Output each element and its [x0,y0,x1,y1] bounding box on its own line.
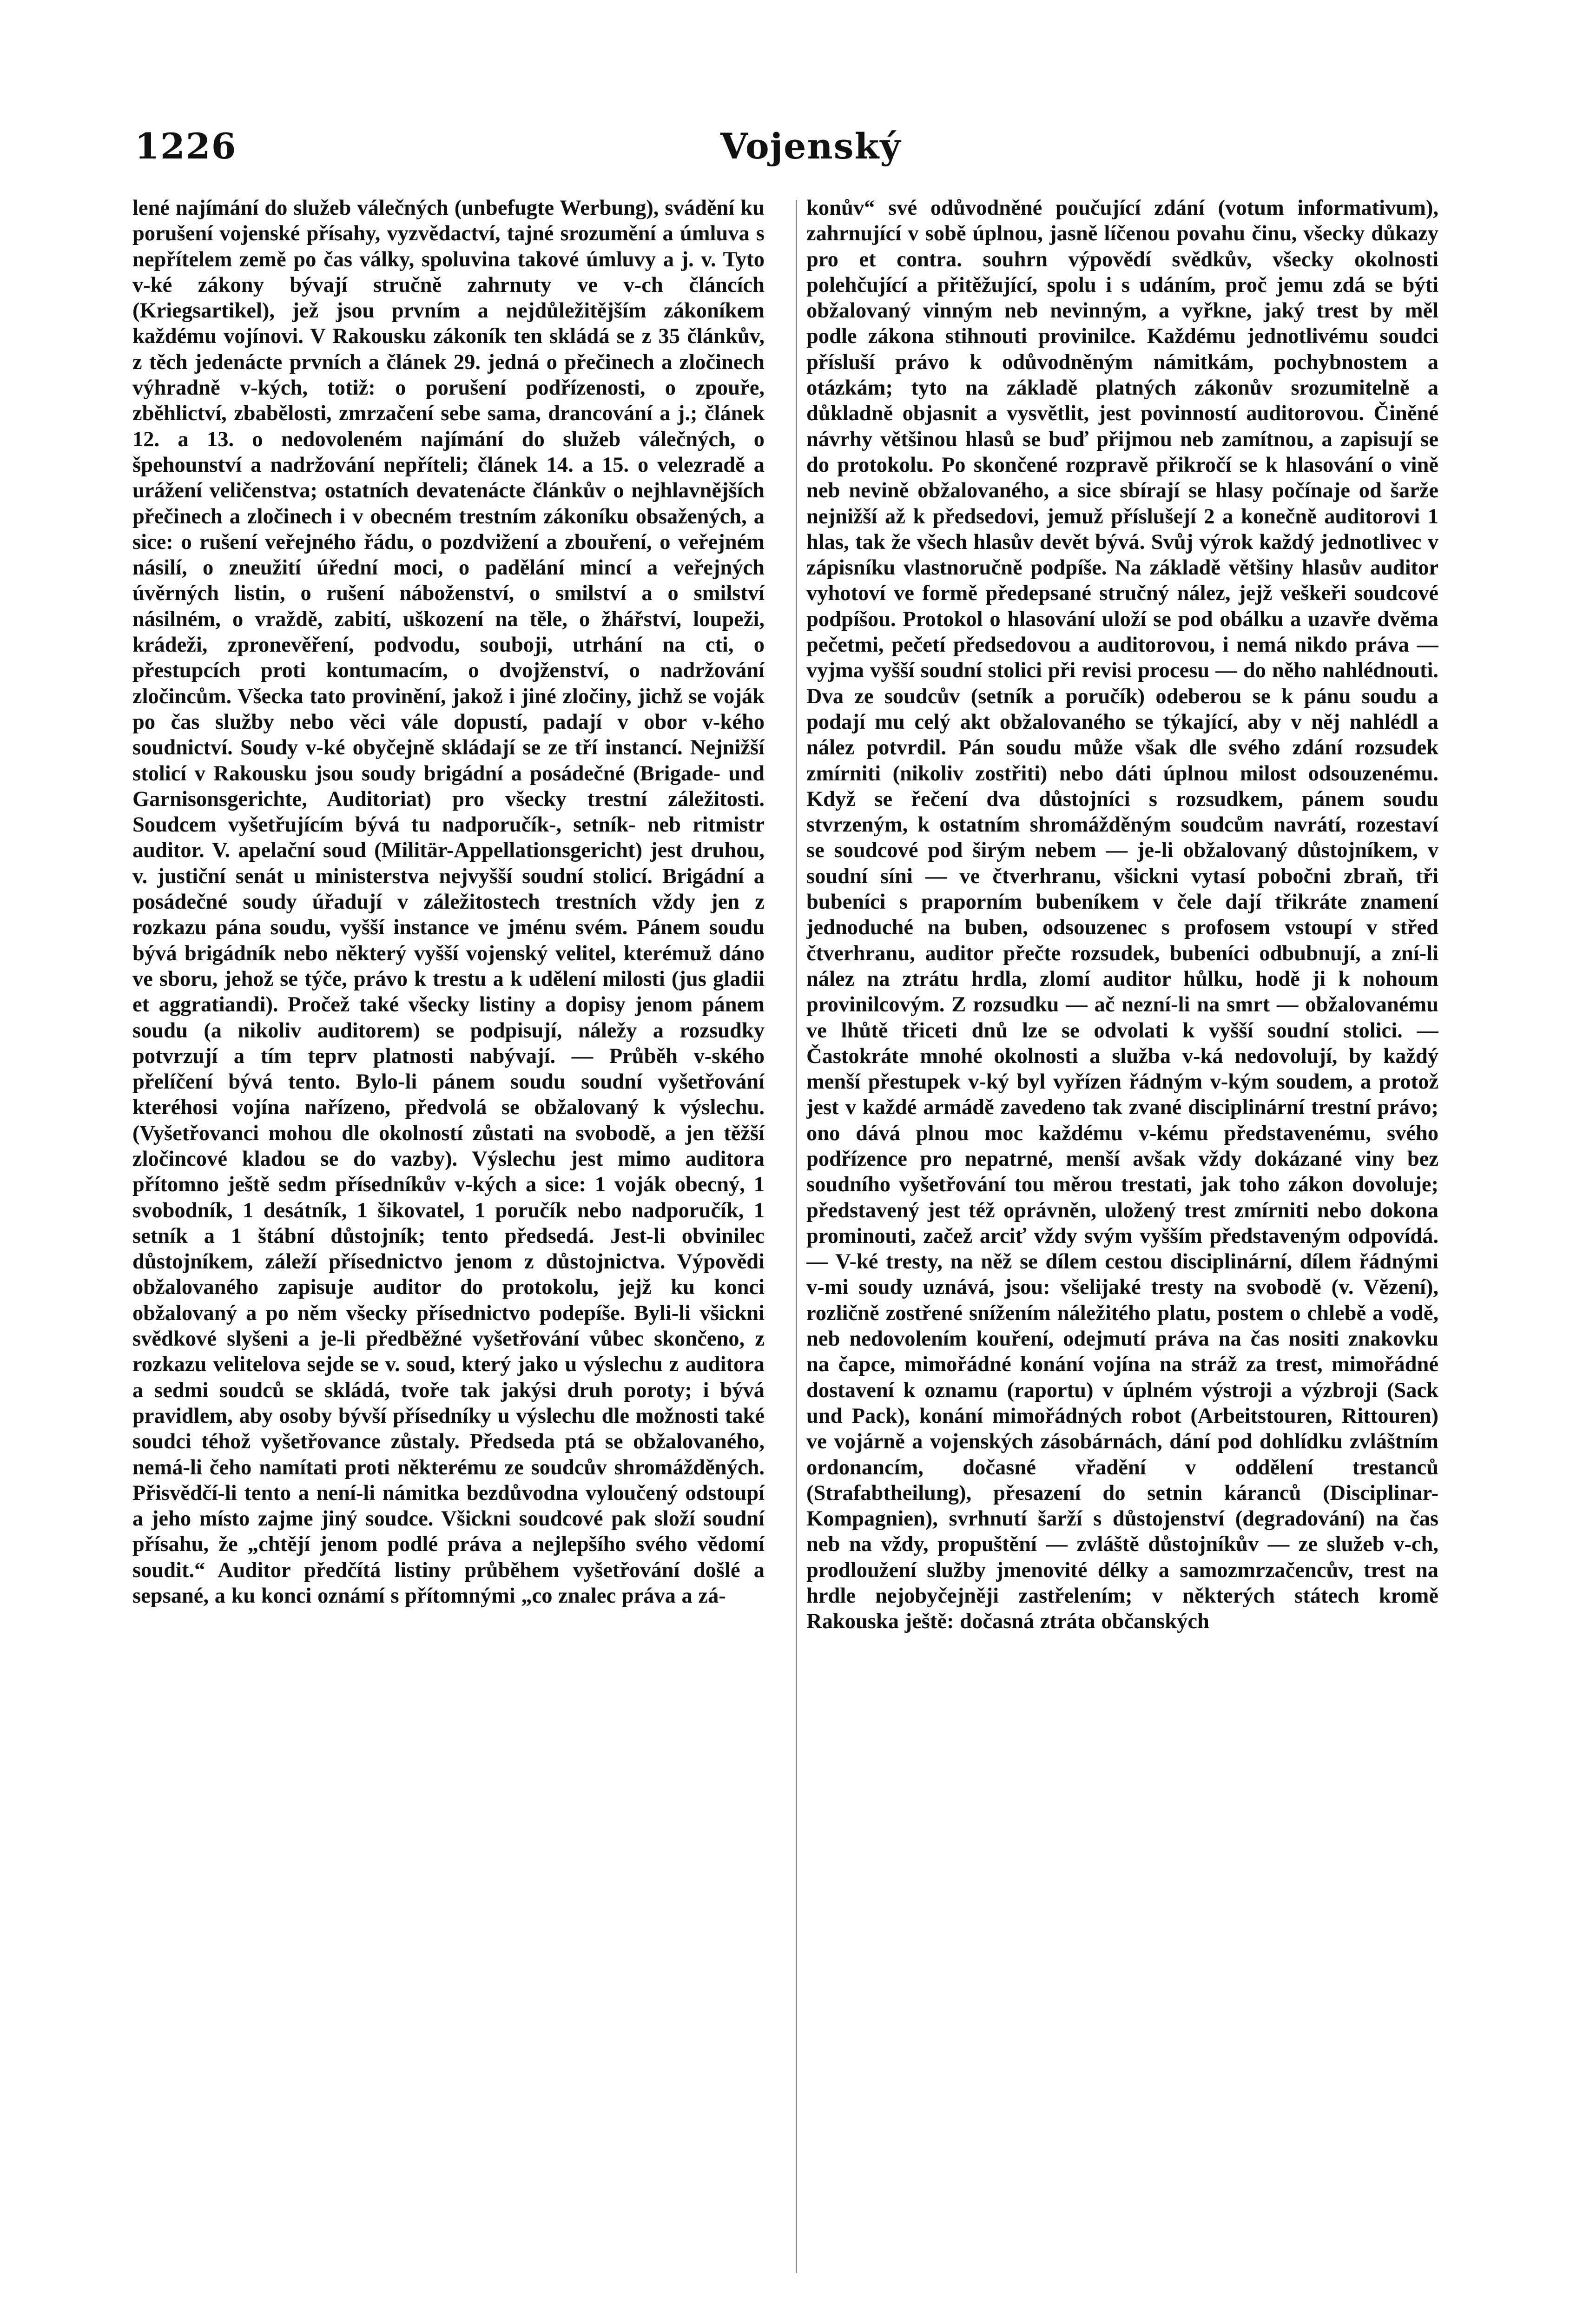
page-number: 1226 [135,125,237,167]
column-divider [796,200,797,2273]
column-right-text: konův“ své odůvodněné poučující zdání (votum informativum), zahrnující v sobě úplnou, jasně líčenou povahu činu, všecky důkazy pro et contra. souhrn výpovědí svědkův, všecky okolnosti polehčující a přitěžující, spolu i s udáním, proč jemu zdá se býti obžalovaný vinným neb nevinným, a vyřkne, jaký trest by měl podle zákona stihnouti provinilce. Každému jednotlivému soudci přísluší právo k odůvodněným námitkám, pochybnostem a otázkám; tyto na základě platných zákonův srozumitelně a důkladně objasnit a vysvětlit, jest povinností auditorovou. Činěné návrhy většinou hlasů se buď přijmou neb zamítnou, a zapisují se do protokolu. Po skončené rozpravě přikročí se k hlasování o vině neb nevině obžalovaného, a sice sbírají se hlasy počínaje od šarže nejnižší až k předsedovi, jemuž příslušejí 2 a konečně auditorovi 1 hlas, tak že všech hlasův devět bývá. Svůj výrok každý jednotlivec v zápisníku vlastnoručně podpíše. Na základě většiny hlasův auditor vyhotoví ve formě předepsané stručný nález, jejž veškeři soudcové podpíšou. Protokol o hlasování uloží se pod obálku a uzavře dvěma pečetmi, pečetí předsedovou a auditorovou, i nemá nikdo práva — vyjma vyšší soudní stolici při revisi procesu — do něho nahlédnouti. Dva ze soudcův (setník a poručík) odeberou se k pánu soudu a podají mu celý akt obžalovaného se týkající, aby v něj nahlédl a nález potvrdil. Pán soudu může však dle svého zdání rozsudek zmírniti (nikoliv zostřiti) nebo dáti úplnou milost odsouzenému. Když se řečení dva důstojníci s rozsudkem, pánem soudu stvrzeným, k ostatním shromážděným soudcům navrátí, rozestaví se soudcové pod širým nebem — je-li obžalovaný důstojníkem, v soudní síni — ve čtverhranu, všickni vytasí pobočni zbraň, tři bubeníci s praporním bubeníkem v čele dají třikráte znamení jednoduché na buben, odsouzenec s profosem vstoupí v střed čtverhranu, auditor přečte rozsudek, bubeníci odbubnují, a zní-li nález na ztrátu hrdla, zlomí auditor hůlku, hodě ji k nohoum provinilcovým. Z rozsudku — ač nezní-li na smrt — obžalovanému ve lhůtě třiceti dnů lze se odvolati k vyšší soudní stolici. — Častokráte mnohé okolnosti a služba v-ká nedovolují, by každý menší přestupek v-ký byl vyřízen řádným v-kým soudem, a protož jest v každé armádě zavedeno tak zvané disciplinární trestní právo; ono dává plnou moc každému v-kému představenému, svého podřízence pro nepatrné, menší avšak vždy dokázané viny bez soudního vyšetřování tou měrou trestati, jak toho zákon dovoluje; představený jest též oprávněn, uložený trest zmírniti nebo dokona prominouti, začež arciť vždy svým vyšším představeným odpovídá. — V-ké tresty, na něž se dílem cestou disciplinární, dílem řádnými v-mi soudy uznává, jsou: všelijaké tresty na svobodě (v. Vězení), rozličně zostřené snížením náležitého platu, postem o chlebě a vodě, neb nedovolením kouření, odejmutí práva na čas nositi znakovku na čapce, mimořádné konání vojína na stráž za trest, mimořádné dostavení k oznamu (raportu) v úplném výstroji a výzbroji (Sack und Pack), konání mimořádných robot (Arbeitstouren, Rittouren) ve vojárně a vojenských zásobárnách, dání pod dohlídku zvláštním ordonancím, dočasné vřadění v oddělení trestanců (Strafabtheilung), přesazení do setnin káranců (Disciplinar-Kompagnien), svrhnutí šarží s důstojenství (degradování) na čas neb na vždy, propuštění — zvláště důstojníkův — ze služeb v-ch, prodloužení služby jmenovité délky a samozmrzačencův, trest na hrdle nejobyčejněji zastřelením; v některých státech kromě Rakouska ještě: dočasná ztráta občanských [806,196,1438,1634]
column-left-text: lené najímání do služeb válečných (unbefugte Werbung), svádění ku porušení vojenské přísahy, vyzvědactví, tajné srozumění a úmluva s nepřítelem země po čas války, spoluvina takové úmluvy a j. v. Tyto v-ké zákony bývají stručně zahrnuty ve v-ch článcích (Kriegsartikel), jež jsou prvním a nejdůležitějším zákoníkem každému vojínovi. V Rakousku zákoník ten skládá se z 35 článkův, z těch jedenácte prvních a článek 29. jedná o přečinech a zločinech výhradně v-kých, totiž: o porušení podřízenosti, o zpouře, zběhlictví, zbabělosti, zmrzačení sebe sama, drancování a j.; článek 12. a 13. o nedovoleném najímání do služeb válečných, o špehounství a nadržování nepříteli; článek 14. a 15. o velezradě a urážení veličenstva; ostatních devatenácte článkův o nejhlavnějších přečinech a zločinech i v obecném trestním zákoníku obsažených, a sice: o rušení veřejného řádu, o pozdvižení a zbouření, o veřejném násilí, o zneužití úřední moci, o padělání mincí a veřejných úvěrných listin, o rušení náboženství, o smilství a o smilství násilném, o vraždě, zabití, uškození na těle, o žhářství, loupeži, krádeži, zpronevěření, podvodu, souboji, utrhání na cti, o přestupcích proti kontumacím, o dvojženství, o nadržování zločincům. Všecka tato provinění, jakož i jiné zločiny, jichž se voják po čas služby nebo věci vále dopustí, padají v obor v-kého soudnictví. Soudy v-ké obyčejně skládají se ze tří instancí. Nejnižší stolicí v Rakousku jsou soudy brigádní a posádečné (Brigade- und Garnisonsgerichte, Auditoriat) pro všecky trestní záležitosti. Soudcem vyšetřujícím bývá tu nadporučík-, setník- neb ritmistr auditor. V. apelační soud (Militär-Appellationsgericht) jest druhou, v. justiční senát u ministerstva nejvyšší soudní stolicí. Brigádní a posádečné soudy úřadují v záležitostech trestních vždy jen z rozkazu pána soudu, vyšší instance ve jménu svém. Pánem soudu bývá brigádník nebo některý vyšší vojenský velitel, kterémuž dáno ve sboru, jehož se týče, právo k trestu a k udělení milosti (jus gladii et aggratiandi). Pročež také všecky listiny a dopisy jenom pánem soudu (a nikoliv auditorem) se podpisují, náležy a rozsudky potvrzují a tím teprv platnosti nabývají. — Průběh v-ského přelíčení bývá tento. Bylo-li pánem soudu soudní vyšetřování kteréhosi vojína nařízeno, předvolá se obžalovaný k výslechu. (Vyšetřovanci mohou dle okolností zůstati na svobodě, a jen těžší zločincové kladou se do vazby). Výslechu jest mimo auditora přítomno ještě sedm přísedníkův v-kých a sice: 1 voják obecný, 1 svobodník, 1 desátník, 1 šikovatel, 1 poručík nebo nadporučík, 1 setník a 1 štábní důstojník; tento předsedá. Jest-li obvinilec důstojníkem, záleží přísednictvo jenom z důstojnictva. Výpovědi obžalovaného zapisuje auditor do protokolu, jejž ku konci obžalovaný a po něm všecky přísednictvo podepíše. Byli-li všickni svědkové slyšeni a je-li předběžné vyšetřování vůbec skončeno, z rozkazu velitelova sejde se v. soud, který jako u výslechu z auditora a sedmi soudců se skládá, tvoře tak jakýsi druh poroty; i bývá pravidlem, aby osoby bývší přísedníky u výslechu dle možnosti také soudci téhož vyšetřovance zůstaly. Předseda ptá se obžalovaného, nemá-li čeho namítati proti některému ze soudcův shromážděných. Přisvědčí-li tento a není-li námitka bezdůvodna vyloučený odstoupí a jeho místo zajme jiný soudce. Všickni soudcové pak složí soudní přísahu, že „chtějí jenom podlé práva a nejlepšího svého vědomí soudit.“ Auditor předčítá listiny průběhem vyšetřování došlé a sepsané, a ku konci oznámí s přítomnými „co znalec práva a zá- [132,196,765,1608]
running-title: Vojenský [720,125,902,167]
text-column-left [132,195,765,2287]
text-column-right [806,195,1438,2287]
page-header [135,125,1427,177]
